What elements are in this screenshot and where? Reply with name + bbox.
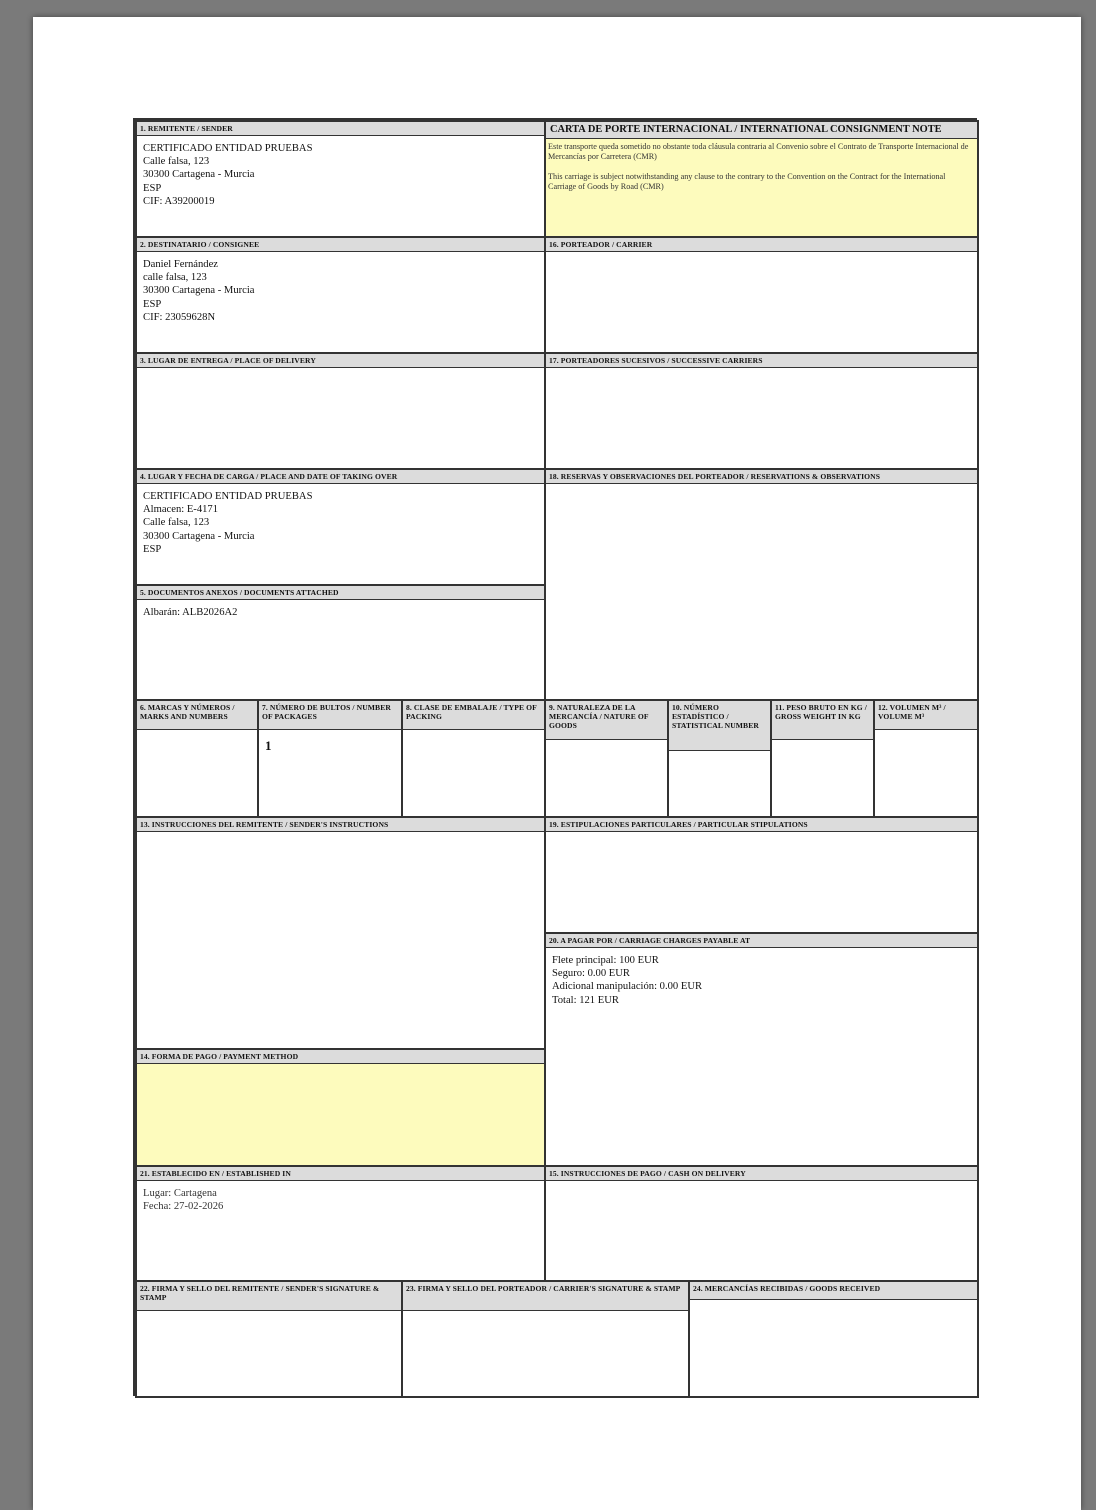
field-13-value <box>137 832 544 844</box>
field-9-nature-of-goods <box>544 699 669 818</box>
field-19-value <box>546 832 977 844</box>
field-1-label: 1. REMITENTE / SENDER <box>137 122 544 136</box>
field-20-charges-payable <box>544 932 979 1167</box>
field-23-label: 23. FIRMA Y SELLO DEL PORTEADOR / CARRIER'S SIGNATURE & STAMP <box>403 1282 688 1311</box>
field-5-documents-attached <box>135 584 546 701</box>
field-7-label: 7. NÚMERO DE BULTOS / NUMBER OF PACKAGES <box>259 701 401 730</box>
field-12-label: 12. VOLUMEN M³ / VOLUME M³ <box>875 701 977 730</box>
field-12-volume <box>873 699 979 818</box>
field-13-sender-instructions <box>135 816 546 1050</box>
field-16-value <box>546 252 977 264</box>
field-3-value <box>137 368 544 380</box>
field-13-label: 13. INSTRUCCIONES DEL REMITENTE / SENDER'S INSTRUCTIONS <box>137 818 544 832</box>
field-14-payment-method <box>135 1048 546 1167</box>
field-24-goods-received <box>688 1280 979 1398</box>
field-23-carrier-signature <box>401 1280 690 1398</box>
field-22-label: 22. FIRMA Y SELLO DEL REMITENTE / SENDER'S SIGNATURE & STAMP <box>137 1282 401 1311</box>
field-1-sender <box>135 120 546 238</box>
field-21-label: 21. ESTABLECIDO EN / ESTABLISHED IN <box>137 1167 544 1181</box>
field-21-established-in <box>135 1165 546 1282</box>
field-3-label: 3. LUGAR DE ENTREGA / PLACE OF DELIVERY <box>137 354 544 368</box>
field-11-label: 11. PESO BRUTO EN KG / GROSS WEIGHT IN KG <box>772 701 873 740</box>
field-8-label: 8. CLASE DE EMBALAJE / TYPE OF PACKING <box>403 701 544 730</box>
field-21-value: Lugar: Cartagena Fecha: 27-02-2026 <box>143 1188 224 1213</box>
field-5-label: 5. DOCUMENTOS ANEXOS / DOCUMENTS ATTACHED <box>137 586 544 600</box>
field-18-value <box>546 484 977 496</box>
field-3-place-of-delivery <box>135 352 546 470</box>
field-17-value <box>546 368 977 380</box>
field-10-label: 10. NÚMERO ESTADÍSTICO / STATISTICAL NUMBER <box>669 701 770 751</box>
cmr-legal-text <box>546 139 977 205</box>
field-22-sender-signature <box>135 1280 403 1398</box>
field-1-value: CERTIFICADO ENTIDAD PRUEBAS Calle falsa, 123 30300 Cartagena - Murcia ESP CIF: A39200019 <box>143 143 313 207</box>
field-4-taking-over <box>135 468 546 586</box>
field-11-gross-weight <box>770 699 875 818</box>
field-19-label: 19. ESTIPULACIONES PARTICULARES / PARTICULAR STIPULATIONS <box>546 818 977 832</box>
field-7-number-of-packages <box>257 699 403 818</box>
field-18-reservations <box>544 468 979 701</box>
field-2-consignee <box>135 236 546 354</box>
field-12-value <box>875 730 977 742</box>
field-4-value: CERTIFICADO ENTIDAD PRUEBAS Almacen: E-4171 Calle falsa, 123 30300 Cartagena - Murcia ESP <box>143 491 313 555</box>
field-4-label: 4. LUGAR Y FECHA DE CARGA / PLACE AND DATE OF TAKING OVER <box>137 470 544 484</box>
field-7-value: 1 <box>265 738 272 753</box>
field-6-label: 6. MARCAS Y NÚMEROS / MARKS AND NUMBERS <box>137 701 257 730</box>
field-14-value <box>137 1064 544 1076</box>
field-17-label: 17. PORTEADORES SUCESIVOS / SUCCESSIVE CARRIERS <box>546 354 977 368</box>
field-15-label: 15. INSTRUCCIONES DE PAGO / CASH ON DELIVERY <box>546 1167 977 1181</box>
field-17-successive-carriers <box>544 352 979 470</box>
field-16-carrier <box>544 236 979 354</box>
form-title: CARTA DE PORTE INTERNACIONAL / INTERNATIONAL CONSIGNMENT NOTE <box>546 122 977 139</box>
field-10-value <box>669 751 770 763</box>
field-2-value: Daniel Fernández calle falsa, 123 30300 Cartagena - Murcia ESP CIF: 23059628N <box>143 259 255 323</box>
field-19-particular-stipulations <box>544 816 979 934</box>
field-23-value <box>403 1311 688 1323</box>
field-16-label: 16. PORTEADOR / CARRIER <box>546 238 977 252</box>
field-10-statistical-number <box>667 699 772 818</box>
cmr-text-es: Este transporte queda sometido no obstante toda cláusula contraria al Convenio sobre el Contrato de Transporte Internacional de Mercancías por Carretera (CMR) <box>548 142 969 161</box>
field-20-value: Flete principal: 100 EUR Seguro: 0.00 EUR Adicional manipulación: 0.00 EUR Total: 121 EUR <box>552 955 703 1006</box>
field-6-value <box>137 730 257 742</box>
field-9-value <box>546 740 667 752</box>
field-9-label: 9. NATURALEZA DE LA MERCANCÍA / NATURE OF GOODS <box>546 701 667 740</box>
document-page <box>33 17 1081 1510</box>
field-14-label: 14. FORMA DE PAGO / PAYMENT METHOD <box>137 1050 544 1064</box>
field-8-type-of-packing <box>401 699 546 818</box>
field-18-label: 18. RESERVAS Y OBSERVACIONES DEL PORTEADOR / RESERVATIONS & OBSERVATIONS <box>546 470 977 484</box>
field-11-value <box>772 740 873 752</box>
field-15-value <box>546 1181 977 1193</box>
field-15-cash-on-delivery <box>544 1165 979 1282</box>
field-5-value: Albarán: ALB2026A2 <box>143 607 238 618</box>
field-20-label: 20. A PAGAR POR / CARRIAGE CHARGES PAYABLE AT <box>546 934 977 948</box>
cmr-text-en: This carriage is subject notwithstanding any clause to the contrary to the Convention on the Contract for the International Carriage of Goods by Road (CMR) <box>548 172 946 191</box>
field-24-value <box>690 1300 977 1312</box>
field-24-label: 24. MERCANCÍAS RECIBIDAS / GOODS RECEIVED <box>690 1282 977 1300</box>
field-2-label: 2. DESTINATARIO / CONSIGNEE <box>137 238 544 252</box>
field-6-marks-numbers <box>135 699 259 818</box>
field-8-value <box>403 730 544 742</box>
consignment-note-title-box <box>544 120 979 238</box>
cmr-form <box>133 118 977 1396</box>
field-22-value <box>137 1311 401 1323</box>
